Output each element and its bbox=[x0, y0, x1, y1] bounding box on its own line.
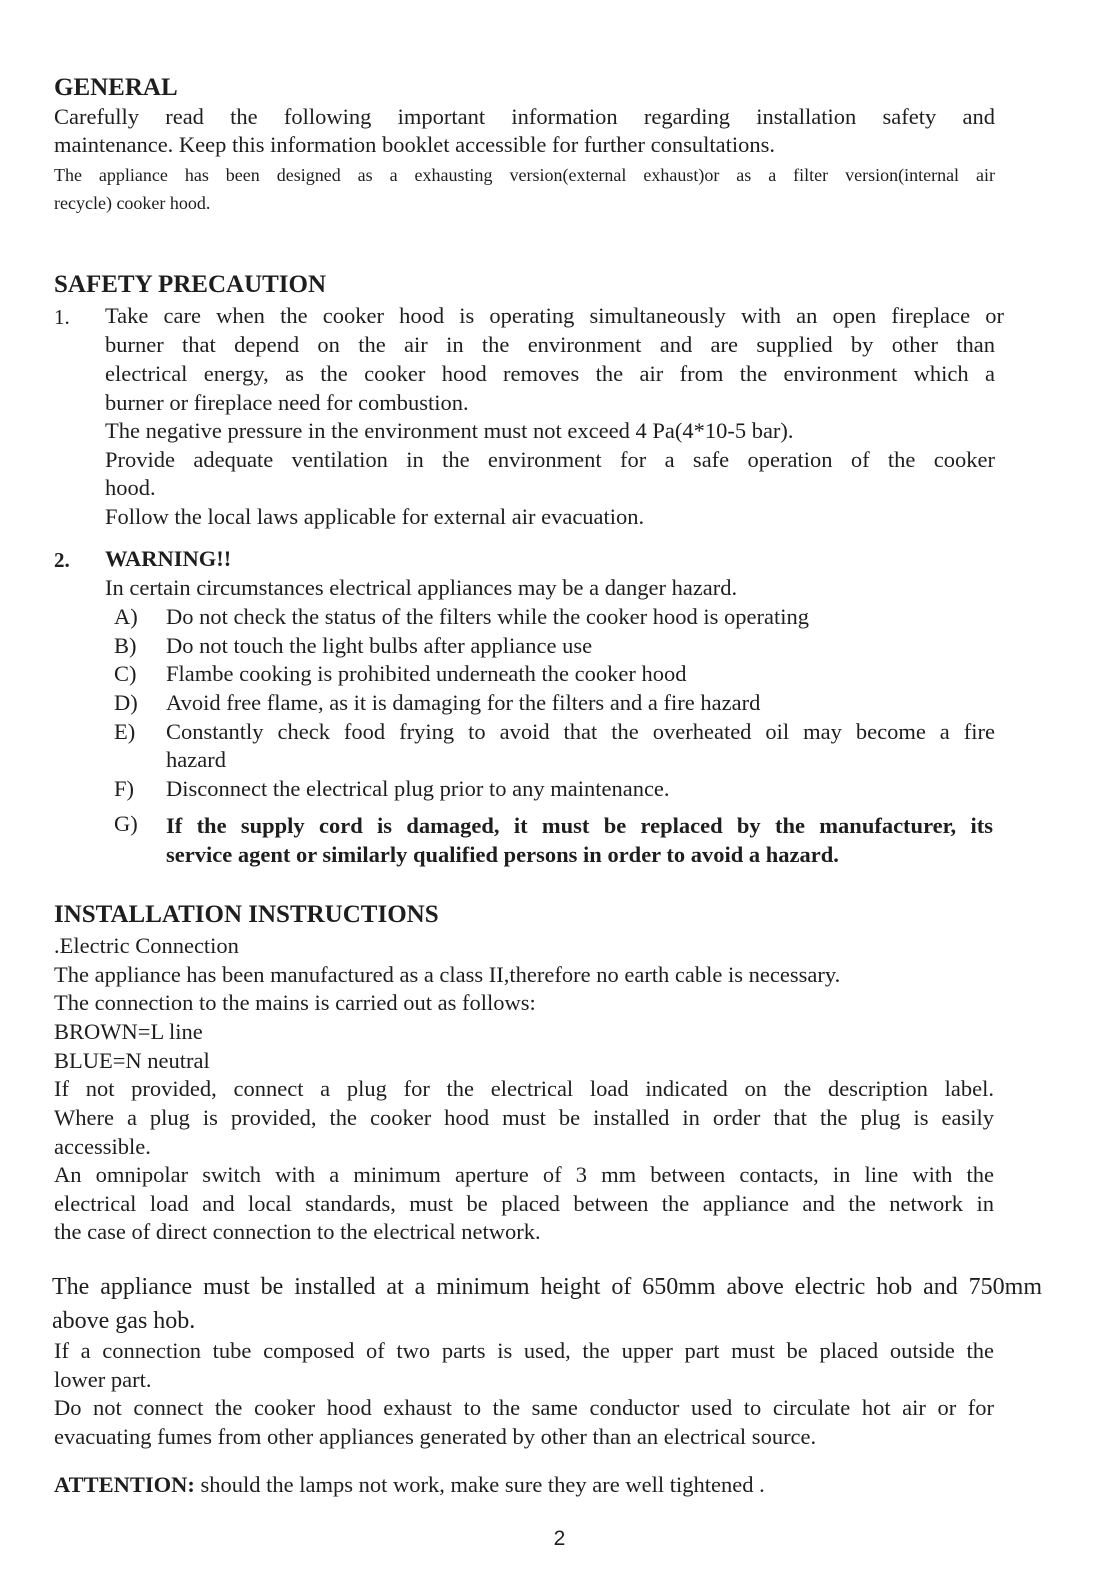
installation-line: electrical load and local standards, must be placed between the appliance and the network in bbox=[54, 1191, 994, 1216]
warning-letter: D) bbox=[114, 690, 138, 715]
installation-line: lower part. bbox=[54, 1367, 152, 1392]
installation-line: Where a plug is provided, the cooker hood must be installed in order that the plug is easily bbox=[54, 1105, 994, 1130]
safety-heading: SAFETY PRECAUTION bbox=[54, 271, 327, 298]
warning-intro: In certain circumstances electrical appliances may be a danger hazard. bbox=[105, 575, 738, 600]
installation-line: BROWN=L line bbox=[54, 1019, 203, 1044]
warning-letter: G) bbox=[114, 811, 138, 836]
warning-item: Avoid free flame, as it is damaging for the filters and a fire hazard bbox=[166, 690, 761, 715]
warning-item: hazard bbox=[166, 747, 226, 772]
warning-letter: A) bbox=[114, 604, 138, 629]
warning-item: Do not touch the light bulbs after appliance use bbox=[166, 633, 593, 658]
safety-item-line: Follow the local laws applicable for external air evacuation. bbox=[105, 504, 645, 529]
warning-letter: F) bbox=[114, 776, 135, 801]
installation-line: The connection to the mains is carried out as follows: bbox=[54, 990, 536, 1015]
item-number: 2. bbox=[54, 548, 70, 572]
warning-title: WARNING!! bbox=[105, 546, 232, 571]
installation-line: If not provided, connect a plug for the electrical load indicated on the description label. bbox=[54, 1076, 994, 1101]
installation-line: accessible. bbox=[54, 1134, 151, 1159]
installation-line: An omnipolar switch with a minimum aperture of 3 mm between contacts, in line with the bbox=[54, 1162, 994, 1187]
safety-item-line: electrical energy, as the cooker hood removes the air from the environment which a bbox=[105, 361, 995, 386]
installation-height-line: The appliance must be installed at a minimum height of 650mm above electric hob and 750mm bbox=[52, 1274, 1042, 1300]
installation-line: If a connection tube composed of two parts is used, the upper part must be placed outside the bbox=[54, 1338, 994, 1363]
installation-line: The appliance has been manufactured as a class II,therefore no earth cable is necessary. bbox=[54, 962, 841, 987]
warning-item: Do not check the status of the filters while the cooker hood is operating bbox=[166, 604, 809, 629]
installation-heading: INSTALLATION INSTRUCTIONS bbox=[54, 901, 439, 928]
warning-item: Disconnect the electrical plug prior to any maintenance. bbox=[166, 776, 670, 801]
warning-letter: C) bbox=[114, 661, 137, 686]
installation-subheading: .Electric Connection bbox=[54, 933, 239, 958]
installation-height-line: above gas hob. bbox=[52, 1308, 196, 1334]
general-paragraph-line: maintenance. Keep this information booklet accessible for further consultations. bbox=[54, 132, 776, 157]
installation-line: BLUE=N neutral bbox=[54, 1048, 210, 1073]
installation-line: Do not connect the cooker hood exhaust to the same conductor used to circulate hot air or for bbox=[54, 1395, 994, 1420]
general-heading: GENERAL bbox=[54, 74, 178, 101]
general-paragraph-line: Carefully read the following important information regarding installation safety and bbox=[54, 104, 995, 129]
warning-item: Flambe cooking is prohibited underneath the cooker hood bbox=[166, 661, 687, 686]
safety-item-line: burner or fireplace need for combustion. bbox=[105, 390, 469, 415]
warning-item: If the supply cord is damaged, it must be replaced by the manufacturer, its bbox=[166, 813, 993, 838]
warning-letter: E) bbox=[114, 719, 136, 744]
general-note-line: The appliance has been designed as a exhausting version(external exhaust)or as a filter version(internal air bbox=[54, 165, 995, 185]
warning-letter: B) bbox=[114, 633, 137, 658]
attention-line bbox=[54, 1471, 765, 1499]
warning-item: Constantly check food frying to avoid that the overheated oil may become a fire bbox=[166, 719, 995, 744]
safety-item-line: Provide adequate ventilation in the environment for a safe operation of the cooker bbox=[105, 447, 995, 472]
item-number: 1. bbox=[54, 305, 70, 329]
installation-line: evacuating fumes from other appliances generated by other than an electrical source. bbox=[54, 1424, 817, 1449]
safety-item-line: burner that depend on the air in the environment and are supplied by other than bbox=[105, 332, 995, 357]
safety-item-line: Take care when the cooker hood is operating simultaneously with an open fireplace or bbox=[105, 303, 1004, 328]
warning-item: service agent or similarly qualified persons in order to avoid a hazard. bbox=[166, 842, 839, 867]
general-note-line: recycle) cooker hood. bbox=[54, 193, 211, 213]
page-number: 2 bbox=[553, 1527, 566, 1550]
attention-text: should the lamps not work, make sure they are well tightened . bbox=[194, 1472, 765, 1497]
safety-item-line: hood. bbox=[105, 475, 156, 500]
installation-line: the case of direct connection to the electrical network. bbox=[54, 1219, 541, 1244]
attention-label: ATTENTION: bbox=[54, 1472, 195, 1497]
safety-item-line: The negative pressure in the environment must not exceed 4 Pa(4*10-5 bar). bbox=[105, 418, 794, 443]
